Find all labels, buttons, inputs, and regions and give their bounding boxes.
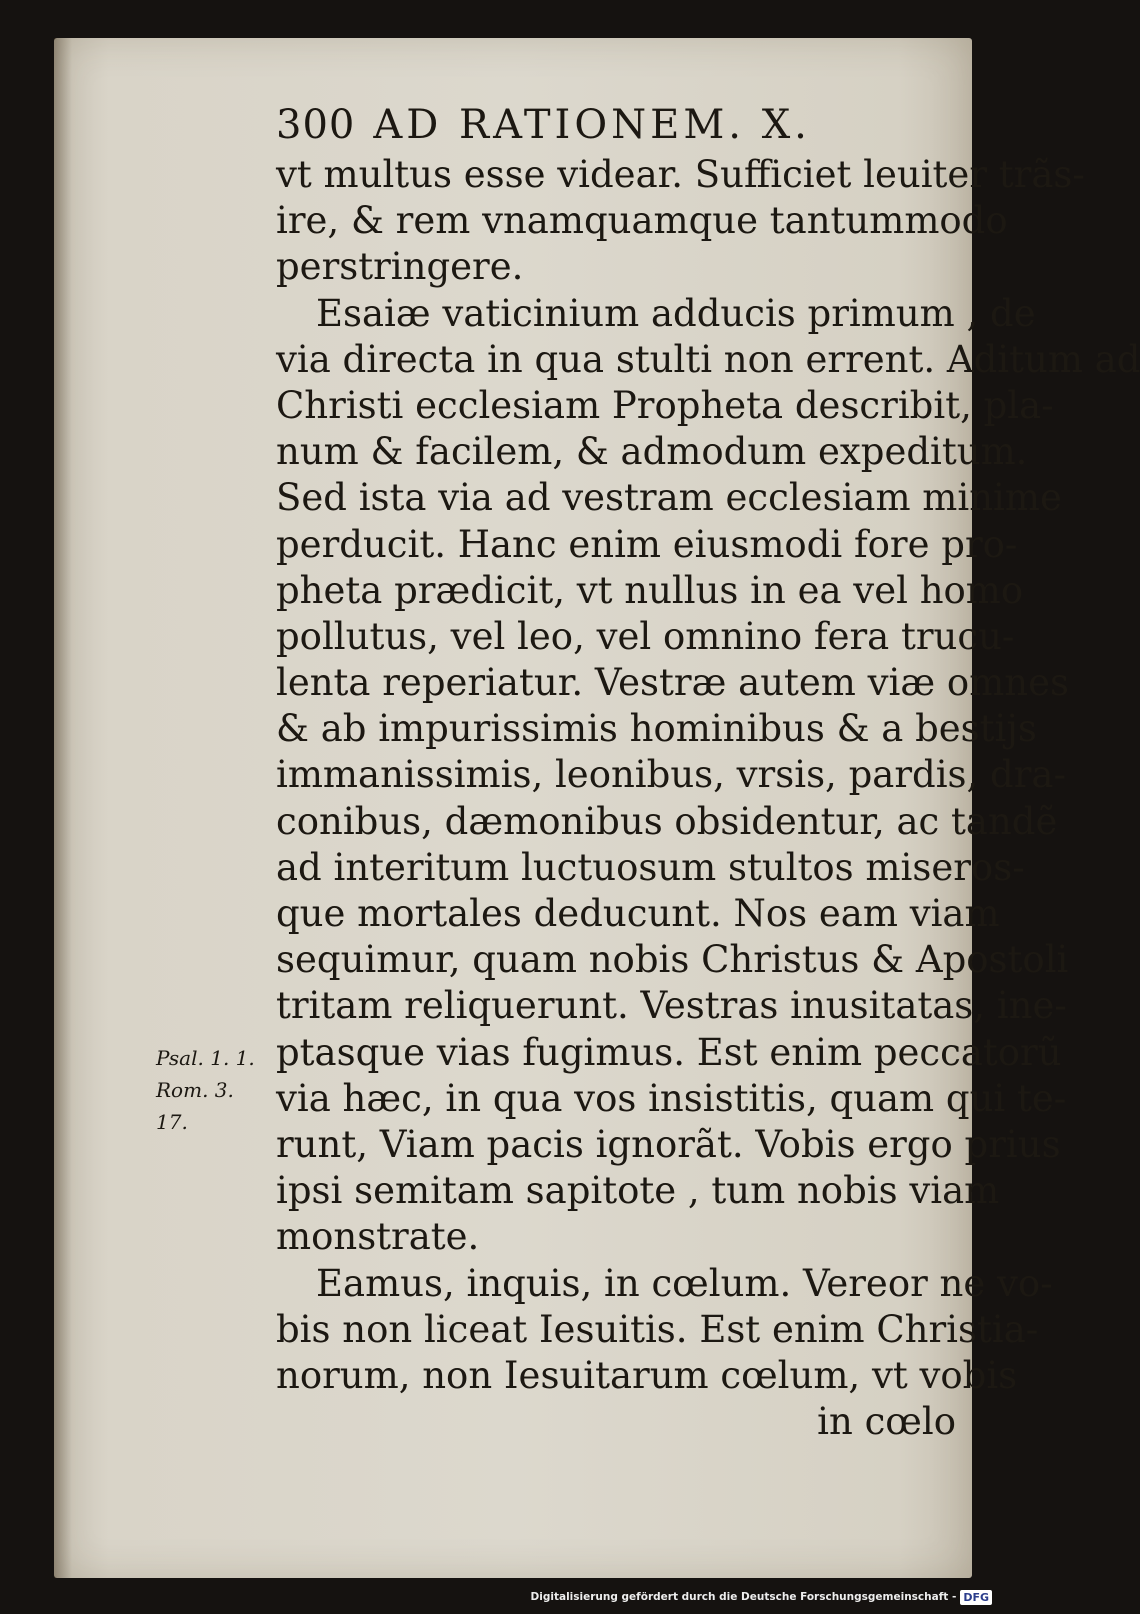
text-line: ire, & rem vnamquamque tantummodo (276, 199, 1008, 243)
text-line: ptasque vias fugimus. Est enim peccatorũ (276, 1030, 1062, 1074)
digitization-footer (531, 1584, 992, 1610)
text-line: via hæc, in qua vos insistitis, quam qui te- (276, 1076, 1067, 1120)
dfg-logo: DFG (960, 1590, 992, 1605)
text-line: monstrate. (276, 1215, 480, 1259)
catchword: in cœlo (817, 1400, 956, 1444)
text-line: sequimur, quam nobis Christus & Apostoli (276, 938, 1069, 982)
text-line: perstringere. (276, 245, 524, 289)
footer-credit: Digitalisierung gefördert durch die Deutsche Forschungsgemeinschaft - (530, 1591, 957, 1603)
text-line: norum, non Iesuitarum cœlum, vt vobis (276, 1353, 1018, 1397)
text-line: pheta prædicit, vt nullus in ea vel homo (276, 568, 1024, 612)
text-line: que mortales deducunt. Nos eam viam (276, 892, 1000, 935)
page-text (276, 100, 1140, 1445)
text-line: pollutus, vel leo, vel omnino fera trucu- (276, 614, 1015, 658)
text-line: Esaiæ vaticinium adducis primum , de (316, 291, 1036, 335)
running-header (276, 100, 956, 152)
text-line: num & facilem, & admodum expeditum. (276, 430, 1028, 474)
text-line: runt, Viam pacis ignorãt. Vobis ergo prius (276, 1122, 1061, 1166)
text-line: Sed ista via ad vestram ecclesiam minime (276, 476, 1062, 520)
margin-notes (156, 1042, 271, 1138)
text-line: Eamus, inquis, in cœlum. Vereor ne vo- (316, 1261, 1053, 1305)
text-line: tritam reliquerunt. Vestras inusitatas, ine- (276, 984, 1067, 1028)
text-line: & ab impurissimis hominibus & a bestijs (276, 707, 1037, 751)
margin-note-psalm: Psal. 1. 1. (156, 1046, 255, 1070)
text-line: immanissimis, leonibus, vrsis, pardis, dra- (276, 753, 1066, 797)
text-line: conibus, dæmonibus obsidentur, ac tandẽ (276, 799, 1058, 843)
running-title: AD RATIONEM. X. (373, 102, 811, 148)
text-line: ipsi semitam sapitote , tum nobis viam (276, 1169, 1000, 1213)
text-line: vt multus esse videar. Sufficiet leuiter trãs- (276, 153, 1085, 196)
text-line: perducit. Hanc enim eiusmodi fore pro- (276, 522, 1018, 566)
margin-note-romans: Rom. 3. 17. (156, 1078, 234, 1134)
text-line: lenta reperiatur. Vestræ autem viæ omnes (276, 661, 1069, 705)
text-line: bis non liceat Iesuitis. Est enim Christia- (276, 1307, 1039, 1351)
text-line: ad interitum luctuosum stultos miseros- (276, 845, 1025, 889)
text-line: Christi ecclesiam Propheta describit, pla- (276, 383, 1054, 427)
page-number: 300 (276, 102, 356, 148)
text-line: via directa in qua stulti non errent. Aditum ad (276, 337, 1140, 381)
page-gutter-shadow (54, 38, 72, 1578)
